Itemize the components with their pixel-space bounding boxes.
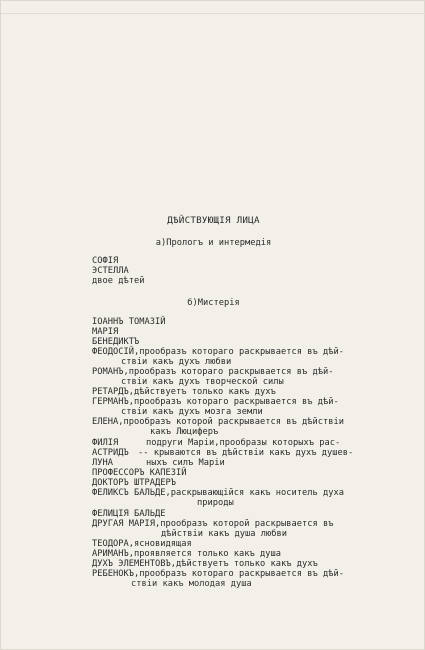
role-filia: ФИЛІЯ xyxy=(92,438,119,448)
friends-description-line-3: ныхъ силъ Маріи xyxy=(146,458,225,468)
role-ariman: АРИМАНЪ,проявляется только какъ душа xyxy=(92,549,282,559)
role-feliks-balde: ФЕЛИКСЪ БАЛЬДЕ,раскрывающійся какъ носитель духа xyxy=(92,488,345,498)
role-elena-continuation: какъ Люциферъ xyxy=(150,427,219,437)
page-title: ДѢЙСТВУЮЩІЯ ЛИЦА xyxy=(167,215,260,226)
role-feodosii: ФЕОДОСІЙ,прообразъ котораго раскрывается въ дѣй- xyxy=(92,347,345,357)
prologue-role-estella: ЭСТЕЛЛА xyxy=(92,266,129,276)
page-crease xyxy=(1,13,425,14)
role-benedikt: БЕНЕДИКТЪ xyxy=(92,337,140,347)
role-retard: РЕТАРДЪ,дѣйствуетъ только какъ духъ xyxy=(92,387,276,397)
role-feodosii-continuation: ствіи какъ духъ любви xyxy=(121,357,232,367)
role-felicia-balde: ФЕЛИЦІЯ БАЛЬДЕ xyxy=(92,509,166,519)
role-roman-continuation: ствіи какъ духъ творческой силы xyxy=(121,377,284,387)
prologue-role-sofia: СОФІЯ xyxy=(92,256,119,266)
role-maria: МАРІЯ xyxy=(92,327,119,337)
role-roman: РОМАНЪ,прообразъ котораго раскрывается въ дѣй- xyxy=(92,367,334,377)
role-child-continuation: ствіи какъ молодая душа xyxy=(131,579,252,589)
role-german: ГЕРМАНЪ,прообразъ котораго раскрывается въ дѣй- xyxy=(92,397,339,407)
role-professor-kapezii: ПРОФЕССОРЪ КАПЕЗІЙ xyxy=(92,468,187,478)
role-other-maria: ДРУГАЯ МАРІЯ,прообразъ которой раскрывается въ xyxy=(92,519,334,529)
role-german-continuation: ствіи какъ духъ мозга земли xyxy=(121,407,263,417)
role-ioann-tomazii: ІОАННЪ ТОМАЗІЙ xyxy=(92,317,166,327)
prologue-role-two-children: двое дѣтей xyxy=(92,276,145,286)
role-other-maria-continuation: дѣйствіи какъ душа любви xyxy=(161,529,288,539)
friends-description-line-2: -- крываются въ дѣйствіи какъ духъ душев- xyxy=(138,448,354,458)
friends-description-line-1: подруги Маріи,прообразы которыхъ рас- xyxy=(146,438,341,448)
section-a-heading: а)Прологъ и интермедія xyxy=(155,238,272,248)
role-child: РЕБЕНОКЪ,прообразъ котораго раскрывается въ дѣй- xyxy=(92,569,345,579)
role-astrid: АСТРИДЪ xyxy=(92,448,129,458)
role-doctor-strader: ДОКТОРЪ ШТРАДЕРЪ xyxy=(92,478,177,488)
role-spirit-of-elements: ДУХЪ ЭЛЕМЕНТОВЪ,дѣйствуетъ только какъ духъ xyxy=(92,559,318,569)
role-luna: ЛУНА xyxy=(92,458,114,468)
role-elena: ЕЛЕНА,прообразъ которой раскрывается въ дѣйствіи xyxy=(92,417,345,427)
role-teodora: ТЕОДОРА,ясновидящая xyxy=(92,539,192,549)
role-feliks-balde-continuation: природы xyxy=(197,498,234,508)
section-b-heading: б)Мистерія xyxy=(187,298,240,308)
